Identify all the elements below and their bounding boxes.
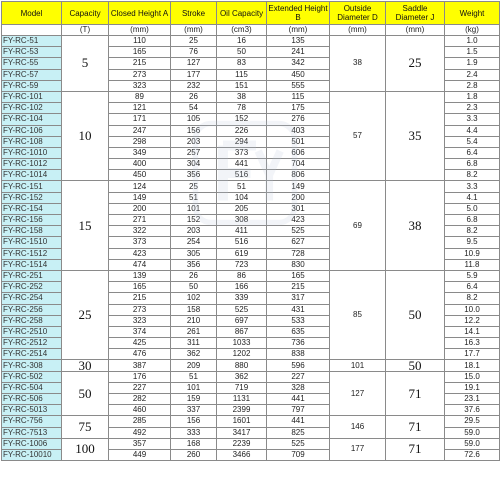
closed-height-cell: 273 <box>109 69 171 80</box>
closed-height-cell: 374 <box>109 326 171 337</box>
stroke-cell: 168 <box>171 438 217 449</box>
header-weight: Weight <box>445 2 500 25</box>
extended-height-cell: 806 <box>267 170 330 181</box>
oil-capacity-cell: 1601 <box>217 416 267 427</box>
saddle-diameter-cell: 71 <box>386 438 445 460</box>
weight-cell: 5.4 <box>445 136 500 147</box>
weight-cell: 10.0 <box>445 304 500 315</box>
stroke-cell: 177 <box>171 69 217 80</box>
model-cell: FY-RC-506 <box>2 394 62 405</box>
stroke-cell: 101 <box>171 203 217 214</box>
oil-capacity-cell: 3466 <box>217 449 267 460</box>
header-saddle-diameter: Saddle Diameter J <box>386 2 445 25</box>
extended-height-cell: 149 <box>267 181 330 192</box>
model-cell: FY-RC-1006 <box>2 438 62 449</box>
closed-height-cell: 89 <box>109 91 171 102</box>
extended-height-cell: 423 <box>267 215 330 226</box>
model-cell: FY-RC-152 <box>2 192 62 203</box>
header-model: Model <box>2 2 62 25</box>
extended-height-cell: 838 <box>267 349 330 360</box>
weight-cell: 19.1 <box>445 382 500 393</box>
closed-height-cell: 215 <box>109 58 171 69</box>
closed-height-cell: 349 <box>109 147 171 158</box>
model-cell: FY-RC-151 <box>2 181 62 192</box>
stroke-cell: 50 <box>171 282 217 293</box>
stroke-cell: 26 <box>171 270 217 281</box>
oil-capacity-cell: 411 <box>217 226 267 237</box>
closed-height-cell: 425 <box>109 338 171 349</box>
extended-height-cell: 728 <box>267 248 330 259</box>
extended-height-cell: 276 <box>267 114 330 125</box>
stroke-cell: 356 <box>171 170 217 181</box>
stroke-cell: 261 <box>171 326 217 337</box>
extended-height-cell: 830 <box>267 259 330 270</box>
table-row <box>2 181 500 192</box>
stroke-cell: 51 <box>171 371 217 382</box>
model-cell: FY-RC-5013 <box>2 405 62 416</box>
outside-diameter-cell: 38 <box>330 36 386 92</box>
saddle-diameter-cell: 71 <box>386 371 445 416</box>
stroke-cell: 26 <box>171 91 217 102</box>
stroke-cell: 102 <box>171 293 217 304</box>
extended-height-cell: 317 <box>267 293 330 304</box>
weight-cell: 8.2 <box>445 293 500 304</box>
model-cell: FY-RC-106 <box>2 125 62 136</box>
stroke-cell: 333 <box>171 427 217 438</box>
weight-cell: 1.0 <box>445 36 500 47</box>
stroke-cell: 203 <box>171 136 217 147</box>
stroke-cell: 76 <box>171 47 217 58</box>
weight-cell: 6.8 <box>445 159 500 170</box>
model-cell: FY-RC-1514 <box>2 259 62 270</box>
oil-capacity-cell: 50 <box>217 47 267 58</box>
oil-capacity-cell: 83 <box>217 58 267 69</box>
extended-height-cell: 635 <box>267 326 330 337</box>
oil-capacity-cell: 1033 <box>217 338 267 349</box>
extended-height-cell: 227 <box>267 371 330 382</box>
oil-capacity-cell: 115 <box>217 69 267 80</box>
model-cell: FY-RC-502 <box>2 371 62 382</box>
model-cell: FY-RC-10010 <box>2 449 62 460</box>
extended-height-cell: 135 <box>267 36 330 47</box>
weight-cell: 4.4 <box>445 125 500 136</box>
extended-height-cell: 709 <box>267 449 330 460</box>
unit-weight: (kg) <box>445 25 500 36</box>
model-cell: FY-RC-1012 <box>2 159 62 170</box>
table-row <box>2 416 500 427</box>
closed-height-cell: 492 <box>109 427 171 438</box>
capacity-cell: 25 <box>62 270 109 360</box>
weight-cell: 23.1 <box>445 394 500 405</box>
stroke-cell: 159 <box>171 394 217 405</box>
closed-height-cell: 322 <box>109 226 171 237</box>
weight-cell: 8.2 <box>445 226 500 237</box>
closed-height-cell: 273 <box>109 304 171 315</box>
unit-capacity: (T) <box>62 25 109 36</box>
closed-height-cell: 323 <box>109 315 171 326</box>
units-row <box>2 25 500 36</box>
closed-height-cell: 139 <box>109 270 171 281</box>
weight-cell: 17.7 <box>445 349 500 360</box>
extended-height-cell: 441 <box>267 416 330 427</box>
weight-cell: 37.6 <box>445 405 500 416</box>
model-cell: FY-RC-104 <box>2 114 62 125</box>
model-cell: FY-RC-101 <box>2 91 62 102</box>
weight-cell: 3.3 <box>445 114 500 125</box>
header-capacity: Capacity <box>62 2 109 25</box>
model-cell: FY-RC-108 <box>2 136 62 147</box>
capacity-cell: 30 <box>62 360 109 371</box>
header-closed-height: Closed Height A <box>109 2 171 25</box>
weight-cell: 1.8 <box>445 91 500 102</box>
table-row <box>2 91 500 102</box>
oil-capacity-cell: 373 <box>217 147 267 158</box>
closed-height-cell: 298 <box>109 136 171 147</box>
model-cell: FY-RC-1010 <box>2 147 62 158</box>
oil-capacity-cell: 880 <box>217 360 267 371</box>
stroke-cell: 25 <box>171 181 217 192</box>
weight-cell: 2.4 <box>445 69 500 80</box>
extended-height-cell: 301 <box>267 203 330 214</box>
stroke-cell: 156 <box>171 125 217 136</box>
oil-capacity-cell: 16 <box>217 36 267 47</box>
extended-height-cell: 627 <box>267 237 330 248</box>
model-cell: FY-RC-59 <box>2 80 62 91</box>
oil-capacity-cell: 3417 <box>217 427 267 438</box>
closed-height-cell: 176 <box>109 371 171 382</box>
extended-height-cell: 501 <box>267 136 330 147</box>
model-cell: FY-RC-1014 <box>2 170 62 181</box>
model-cell: FY-RC-55 <box>2 58 62 69</box>
outside-diameter-cell: 146 <box>330 416 386 438</box>
model-cell: FY-RC-158 <box>2 226 62 237</box>
weight-cell: 29.5 <box>445 416 500 427</box>
stroke-cell: 254 <box>171 237 217 248</box>
stroke-cell: 209 <box>171 360 217 371</box>
oil-capacity-cell: 867 <box>217 326 267 337</box>
oil-capacity-cell: 1131 <box>217 394 267 405</box>
model-cell: FY-RC-53 <box>2 47 62 58</box>
stroke-cell: 105 <box>171 114 217 125</box>
oil-capacity-cell: 1202 <box>217 349 267 360</box>
unit-closed-height: (mm) <box>109 25 171 36</box>
outside-diameter-cell: 57 <box>330 91 386 181</box>
extended-height-cell: 403 <box>267 125 330 136</box>
closed-height-cell: 373 <box>109 237 171 248</box>
weight-cell: 1.9 <box>445 58 500 69</box>
closed-height-cell: 387 <box>109 360 171 371</box>
oil-capacity-cell: 2239 <box>217 438 267 449</box>
table-row <box>2 371 500 382</box>
extended-height-cell: 596 <box>267 360 330 371</box>
weight-cell: 9.5 <box>445 237 500 248</box>
capacity-cell: 5 <box>62 36 109 92</box>
stroke-cell: 158 <box>171 304 217 315</box>
weight-cell: 16.3 <box>445 338 500 349</box>
model-cell: FY-RC-1510 <box>2 237 62 248</box>
header-extended-height: Extended Height B <box>267 2 330 25</box>
capacity-cell: 10 <box>62 91 109 181</box>
extended-height-cell: 533 <box>267 315 330 326</box>
saddle-diameter-cell: 38 <box>386 181 445 271</box>
header-outside-diameter: Outside Diameter D <box>330 2 386 25</box>
model-cell: FY-RC-7513 <box>2 427 62 438</box>
stroke-cell: 51 <box>171 192 217 203</box>
stroke-cell: 311 <box>171 338 217 349</box>
header-stroke: Stroke <box>171 2 217 25</box>
capacity-cell: 15 <box>62 181 109 271</box>
extended-height-cell: 525 <box>267 226 330 237</box>
closed-height-cell: 200 <box>109 203 171 214</box>
table-row <box>2 438 500 449</box>
closed-height-cell: 227 <box>109 382 171 393</box>
stroke-cell: 232 <box>171 80 217 91</box>
weight-cell: 10.9 <box>445 248 500 259</box>
oil-capacity-cell: 2399 <box>217 405 267 416</box>
saddle-diameter-cell: 71 <box>386 416 445 438</box>
stroke-cell: 127 <box>171 58 217 69</box>
outside-diameter-cell: 101 <box>330 360 386 371</box>
extended-height-cell: 215 <box>267 282 330 293</box>
closed-height-cell: 449 <box>109 449 171 460</box>
model-cell: FY-RC-102 <box>2 103 62 114</box>
extended-height-cell: 175 <box>267 103 330 114</box>
closed-height-cell: 110 <box>109 36 171 47</box>
stroke-cell: 152 <box>171 215 217 226</box>
weight-cell: 59.0 <box>445 438 500 449</box>
oil-capacity-cell: 78 <box>217 103 267 114</box>
weight-cell: 72.6 <box>445 449 500 460</box>
stroke-cell: 25 <box>171 36 217 47</box>
model-cell: FY-RC-308 <box>2 360 62 371</box>
outside-diameter-cell: 127 <box>330 371 386 416</box>
model-cell: FY-RC-756 <box>2 416 62 427</box>
stroke-cell: 257 <box>171 147 217 158</box>
closed-height-cell: 474 <box>109 259 171 270</box>
header-row <box>2 2 500 25</box>
stroke-cell: 356 <box>171 259 217 270</box>
closed-height-cell: 400 <box>109 159 171 170</box>
weight-cell: 8.2 <box>445 170 500 181</box>
weight-cell: 4.1 <box>445 192 500 203</box>
oil-capacity-cell: 619 <box>217 248 267 259</box>
closed-height-cell: 357 <box>109 438 171 449</box>
oil-capacity-cell: 226 <box>217 125 267 136</box>
closed-height-cell: 476 <box>109 349 171 360</box>
capacity-cell: 75 <box>62 416 109 438</box>
extended-height-cell: 797 <box>267 405 330 416</box>
weight-cell: 5.9 <box>445 270 500 281</box>
extended-height-cell: 441 <box>267 394 330 405</box>
extended-height-cell: 200 <box>267 192 330 203</box>
unit-stroke: (mm) <box>171 25 217 36</box>
capacity-cell: 50 <box>62 371 109 416</box>
weight-cell: 6.8 <box>445 215 500 226</box>
outside-diameter-cell: 85 <box>330 270 386 360</box>
oil-capacity-cell: 152 <box>217 114 267 125</box>
oil-capacity-cell: 205 <box>217 203 267 214</box>
closed-height-cell: 423 <box>109 248 171 259</box>
weight-cell: 5.0 <box>445 203 500 214</box>
oil-capacity-cell: 525 <box>217 304 267 315</box>
closed-height-cell: 149 <box>109 192 171 203</box>
oil-capacity-cell: 51 <box>217 181 267 192</box>
extended-height-cell: 825 <box>267 427 330 438</box>
closed-height-cell: 121 <box>109 103 171 114</box>
model-cell: FY-RC-156 <box>2 215 62 226</box>
unit-outside-diameter: (mm) <box>330 25 386 36</box>
header-oil-capacity: Oil Capacity <box>217 2 267 25</box>
extended-height-cell: 525 <box>267 438 330 449</box>
saddle-diameter-cell: 50 <box>386 270 445 360</box>
model-cell: FY-RC-57 <box>2 69 62 80</box>
model-cell: FY-RC-2514 <box>2 349 62 360</box>
model-cell: FY-RC-2510 <box>2 326 62 337</box>
oil-capacity-cell: 104 <box>217 192 267 203</box>
unit-oil-capacity: (cm3) <box>217 25 267 36</box>
extended-height-cell: 115 <box>267 91 330 102</box>
model-cell: FY-RC-504 <box>2 382 62 393</box>
outside-diameter-cell: 177 <box>330 438 386 460</box>
oil-capacity-cell: 294 <box>217 136 267 147</box>
model-cell: FY-RC-154 <box>2 203 62 214</box>
stroke-cell: 203 <box>171 226 217 237</box>
oil-capacity-cell: 441 <box>217 159 267 170</box>
table-row <box>2 360 500 371</box>
oil-capacity-cell: 166 <box>217 282 267 293</box>
extended-height-cell: 328 <box>267 382 330 393</box>
extended-height-cell: 241 <box>267 47 330 58</box>
stroke-cell: 305 <box>171 248 217 259</box>
model-cell: FY-RC-256 <box>2 304 62 315</box>
weight-cell: 59.0 <box>445 427 500 438</box>
oil-capacity-cell: 516 <box>217 170 267 181</box>
capacity-cell: 100 <box>62 438 109 460</box>
stroke-cell: 304 <box>171 159 217 170</box>
weight-cell: 12.2 <box>445 315 500 326</box>
unit-extended-height: (mm) <box>267 25 330 36</box>
oil-capacity-cell: 697 <box>217 315 267 326</box>
closed-height-cell: 282 <box>109 394 171 405</box>
oil-capacity-cell: 308 <box>217 215 267 226</box>
oil-capacity-cell: 38 <box>217 91 267 102</box>
extended-height-cell: 704 <box>267 159 330 170</box>
saddle-diameter-cell: 35 <box>386 91 445 181</box>
stroke-cell: 210 <box>171 315 217 326</box>
weight-cell: 2.8 <box>445 80 500 91</box>
closed-height-cell: 171 <box>109 114 171 125</box>
weight-cell: 2.3 <box>445 103 500 114</box>
model-cell: FY-RC-254 <box>2 293 62 304</box>
table-row <box>2 270 500 281</box>
oil-capacity-cell: 723 <box>217 259 267 270</box>
weight-cell: 6.4 <box>445 147 500 158</box>
table-row <box>2 36 500 47</box>
extended-height-cell: 342 <box>267 58 330 69</box>
oil-capacity-cell: 362 <box>217 371 267 382</box>
extended-height-cell: 606 <box>267 147 330 158</box>
closed-height-cell: 323 <box>109 80 171 91</box>
unit-model <box>2 25 62 36</box>
closed-height-cell: 215 <box>109 293 171 304</box>
oil-capacity-cell: 86 <box>217 270 267 281</box>
weight-cell: 14.1 <box>445 326 500 337</box>
extended-height-cell: 165 <box>267 270 330 281</box>
saddle-diameter-cell: 25 <box>386 36 445 92</box>
extended-height-cell: 450 <box>267 69 330 80</box>
unit-saddle-diameter: (mm) <box>386 25 445 36</box>
stroke-cell: 260 <box>171 449 217 460</box>
model-cell: FY-RC-258 <box>2 315 62 326</box>
weight-cell: 3.3 <box>445 181 500 192</box>
extended-height-cell: 555 <box>267 80 330 91</box>
stroke-cell: 337 <box>171 405 217 416</box>
closed-height-cell: 124 <box>109 181 171 192</box>
weight-cell: 1.5 <box>445 47 500 58</box>
stroke-cell: 156 <box>171 416 217 427</box>
model-cell: FY-RC-1512 <box>2 248 62 259</box>
weight-cell: 11.8 <box>445 259 500 270</box>
stroke-cell: 54 <box>171 103 217 114</box>
weight-cell: 6.4 <box>445 282 500 293</box>
oil-capacity-cell: 516 <box>217 237 267 248</box>
closed-height-cell: 271 <box>109 215 171 226</box>
weight-cell: 15.0 <box>445 371 500 382</box>
closed-height-cell: 285 <box>109 416 171 427</box>
extended-height-cell: 431 <box>267 304 330 315</box>
model-cell: FY-RC-252 <box>2 282 62 293</box>
closed-height-cell: 247 <box>109 125 171 136</box>
model-cell: FY-RC-2512 <box>2 338 62 349</box>
table-body <box>2 36 500 461</box>
stroke-cell: 101 <box>171 382 217 393</box>
model-cell: FY-RC-251 <box>2 270 62 281</box>
closed-height-cell: 450 <box>109 170 171 181</box>
oil-capacity-cell: 151 <box>217 80 267 91</box>
oil-capacity-cell: 719 <box>217 382 267 393</box>
weight-cell: 18.1 <box>445 360 500 371</box>
outside-diameter-cell: 69 <box>330 181 386 271</box>
closed-height-cell: 165 <box>109 47 171 58</box>
closed-height-cell: 165 <box>109 282 171 293</box>
closed-height-cell: 460 <box>109 405 171 416</box>
saddle-diameter-cell: 50 <box>386 360 445 371</box>
model-cell: FY-RC-51 <box>2 36 62 47</box>
stroke-cell: 362 <box>171 349 217 360</box>
extended-height-cell: 736 <box>267 338 330 349</box>
oil-capacity-cell: 339 <box>217 293 267 304</box>
specification-table <box>1 1 500 461</box>
